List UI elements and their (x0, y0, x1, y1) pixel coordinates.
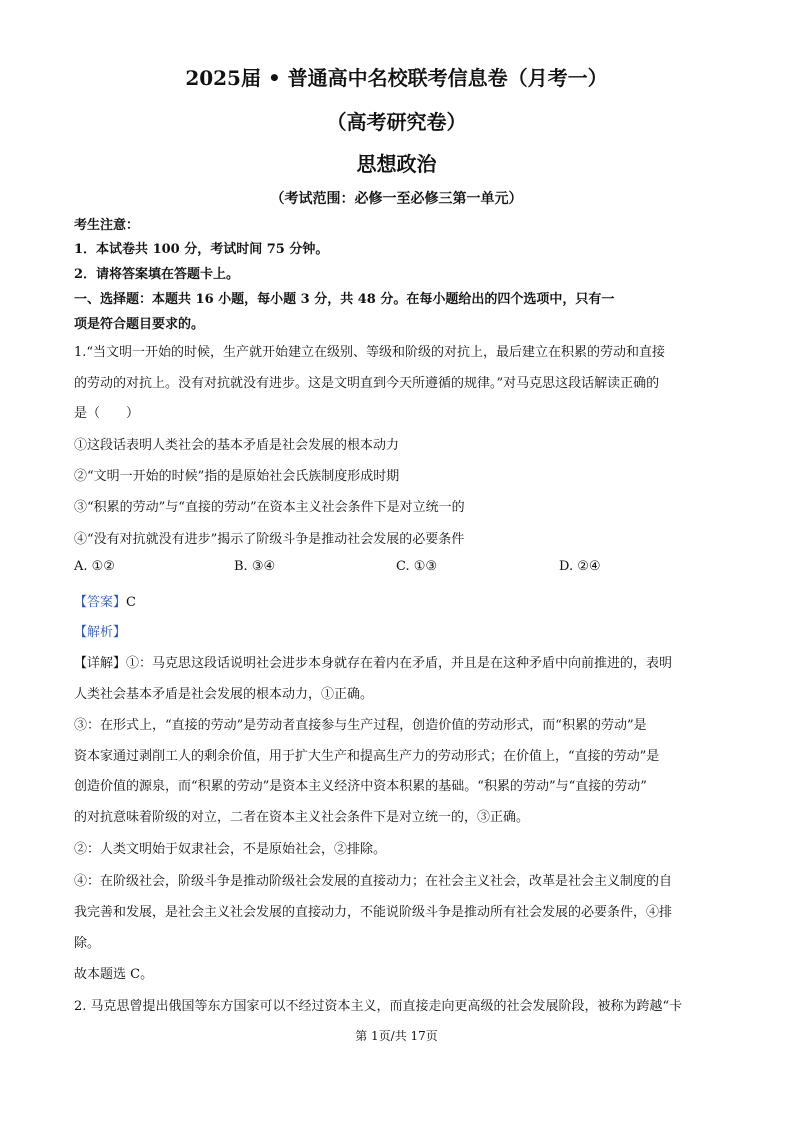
analysis-tag: 【解析】 (74, 625, 127, 640)
detail-line6: 的对抗意味着阶级的对立，二者在资本主义社会条件下是对立统一的，③正确。 (74, 810, 530, 825)
q1-statement-4: ④“没有对抗就没有进步”揭示了阶级斗争是推动社会发展的必要条件 (74, 532, 465, 547)
notice-heading: 考生注意： (74, 218, 140, 233)
exam-subtitle: （高考研究卷） (326, 110, 467, 134)
q1-stem-line2: 的劳动的对抗上。没有对抗就没有进步。这是文明直到今天所遵循的规律。”对马克思这段话解读正确的 (74, 376, 660, 391)
exam-title: 2025届 • 普通高中名校联考信息卷（月考一） (185, 66, 608, 90)
q1-statement-2: ②“文明一开始的时候”指的是原始社会氏族制度形成时期 (74, 469, 400, 484)
detail-line4: 资本家通过剥削工人的剩余价值，用于扩大生产和提高生产力的劳动形式；在价值上，“直接的劳动”是 (74, 749, 660, 764)
q1-option-a: A. ①② (74, 559, 115, 574)
q1-stem-line1: 1.“当文明一开始的时候，生产就开始建立在级别、等级和阶级的对抗上，最后建立在积累的劳动和直接 (74, 345, 666, 360)
section-heading-line1: 一、选择题：本题共 16 小题，每小题 3 分，共 48 分。在每小题给出的四个选项中，只有一 (74, 292, 615, 307)
q1-answer (74, 591, 136, 610)
detail-tag: 【详解】 (74, 656, 127, 671)
q1-option-d: D. ②④ (559, 559, 601, 574)
section-heading-line2: 项是符合题目要求的。 (74, 317, 205, 332)
subject-title: 思想政治 (356, 152, 437, 176)
notice-item-1: 1．本试卷共 100 分，考试时间 75 分钟。 (74, 242, 329, 257)
notice-item-2: 2．请将答案填在答题卡上。 (74, 267, 240, 282)
q1-statement-3: ③“积累的劳动”与“直接的劳动”在资本主义社会条件下是对立统一的 (74, 500, 465, 515)
detail-line3: ③：在形式上，“直接的劳动”是劳动者直接参与生产过程，创造价值的劳动形式，而“积累的劳动”是 (74, 718, 647, 733)
page-number: 第 1页/共 17页 (355, 1029, 438, 1043)
answer-value: C (126, 595, 136, 610)
q2-stem-line1: 2. 马克思曾提出俄国等东方国家可以不经过资本主义，而直接走向更高级的社会发展阶段，被称为跨越“卡 (74, 999, 683, 1014)
answer-tag: 【答案】 (74, 595, 127, 610)
detail-line2: 人类社会基本矛盾是社会发展的根本动力，①正确。 (74, 687, 374, 702)
detail-line1 (74, 652, 672, 671)
exam-scope: （考试范围：必修一至必修三第一单元） (270, 191, 523, 207)
q1-option-b: B. ③④ (234, 559, 276, 574)
detail-line5: 创造价值的源泉，而“积累的劳动”是资本主义经济中资本积累的基础。“积累的劳动”与“直接的劳动” (74, 779, 647, 794)
q1-option-c: C. ①③ (396, 559, 438, 574)
detail-text: ①：马克思这段话说明社会进步本身就存在着内在矛盾，并且是在这种矛盾中向前推进的，表明 (126, 656, 673, 671)
detail-line7: ②：人类文明始于奴隶社会，不是原始社会，②排除。 (74, 842, 387, 857)
conclusion: 故本题选 C。 (74, 967, 154, 982)
detail-line8: ④：在阶级社会，阶级斗争是推动阶级社会发展的直接动力；在社会主义社会，改革是社会主义制度的自 (74, 874, 673, 889)
detail-line9: 我完善和发展，是社会主义社会发展的直接动力，不能说阶级斗争是推动所有社会发展的必要条件，④排 (74, 905, 673, 920)
q1-statement-1: ①这段话表明人类社会的基本矛盾是社会发展的根本动力 (74, 438, 400, 453)
detail-line10: 除。 (74, 936, 101, 951)
q1-stem-line3: 是（ ） (74, 406, 140, 421)
